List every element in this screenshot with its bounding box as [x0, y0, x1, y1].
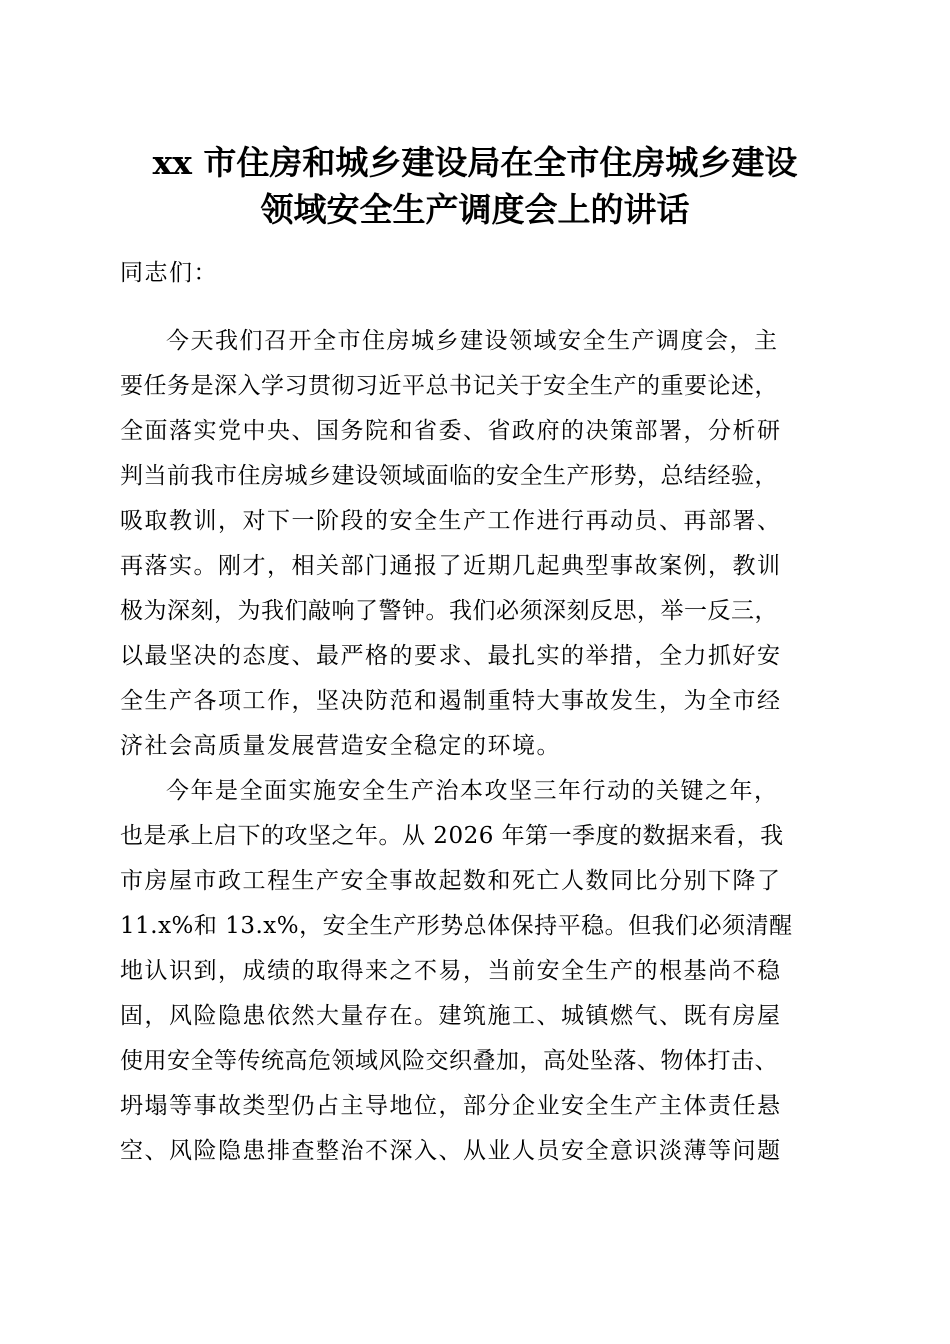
paragraph-1	[120, 319, 840, 769]
paragraph-line: 固，风险隐患依然大量存在。建筑施工、城镇燃气、既有房屋	[120, 1003, 782, 1029]
paragraph-2	[120, 769, 840, 1174]
paragraph-line: 全面落实党中央、国务院和省委、省政府的决策部署，分析研	[120, 418, 782, 444]
paragraph-line: 使用安全等传统高危领域风险交织叠加，高处坠落、物体打击、	[120, 1048, 778, 1074]
paragraph-line: 吸取教训，对下一阶段的安全生产工作进行再动员、再部署、	[120, 508, 782, 534]
paragraph-line: 坍塌等事故类型仍占主导地位，部分企业安全生产主体责任悬	[120, 1093, 782, 1119]
paragraph-line: 市房屋市政工程生产安全事故起数和死亡人数同比分别下降了	[120, 868, 782, 894]
paragraph-line: 今年是全面实施安全生产治本攻坚三年行动的关键之年，	[166, 778, 779, 804]
paragraph-line: 判当前我市住房城乡建设领域面临的安全生产形势，总结经验，	[120, 463, 778, 489]
greeting: 同志们：	[120, 260, 218, 286]
paragraph-line: 全生产各项工作，坚决防范和遏制重特大事故发生，为全市经	[120, 688, 782, 714]
paragraph-line: 也是承上启下的攻坚之年。从 2026 年第一季度的数据来看，我	[120, 823, 784, 849]
paragraph-line: 空、风险隐患排查整治不深入、从业人员安全意识淡薄等问题	[120, 1138, 782, 1164]
paragraph-line: 11.x%和 13.x%，安全生产形势总体保持平稳。但我们必须清醒	[120, 913, 793, 939]
page-title-line-2: 领域安全生产调度会上的讲话	[260, 190, 690, 229]
page-title-line-1: xx 市住房和城乡建设局在全市住房城乡建设	[152, 143, 798, 182]
paragraph-line: 再落实。刚才，相关部门通报了近期几起典型事故案例，教训	[120, 553, 782, 579]
paragraph-line: 要任务是深入学习贯彻习近平总书记关于安全生产的重要论述，	[120, 373, 778, 399]
paragraph-line: 济社会高质量发展营造安全稳定的环境。	[120, 733, 561, 759]
paragraph-line: 地认识到，成绩的取得来之不易，当前安全生产的根基尚不稳	[120, 958, 782, 984]
paragraph-line: 极为深刻，为我们敲响了警钟。我们必须深刻反思，举一反三，	[120, 598, 778, 624]
paragraph-line: 以最坚决的态度、最严格的要求、最扎实的举措，全力抓好安	[120, 643, 782, 669]
paragraph-line: 今天我们召开全市住房城乡建设领域安全生产调度会，主	[166, 328, 779, 354]
